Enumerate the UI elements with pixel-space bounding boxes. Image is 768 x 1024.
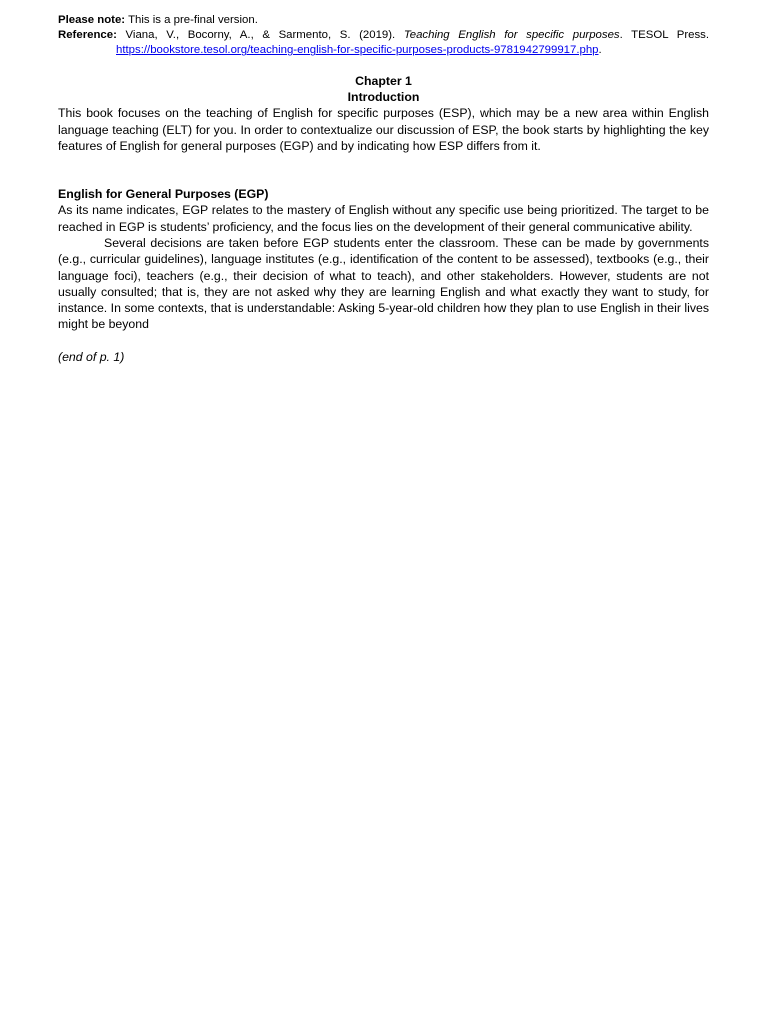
section-heading-egp: English for General Purposes (EGP) bbox=[58, 187, 269, 202]
chapter-number: Chapter 1 bbox=[355, 73, 412, 88]
pre-final-note bbox=[58, 13, 709, 28]
document-page bbox=[58, 13, 709, 365]
end-of-page-marker: (end of p. 1) bbox=[58, 349, 125, 364]
note-label: Please note: bbox=[58, 14, 126, 26]
egp-paragraph-1: As its name indicates, EGP relates to the mastery of English without any specific use being prioritized. The target to be reached in EGP is students’ proficiency, and the focus lies on the development of their general communicative ability. bbox=[58, 203, 709, 234]
reference-link[interactable]: https://bookstore.tesol.org/teaching-english-for-specific-purposes-products-9781942799917.php bbox=[116, 44, 599, 57]
egp-paragraph-2: Several decisions are taken before EGP students enter the classroom. These can be made by governments (e.g., curricular guidelines), language institutes (e.g., identification of the content to be assessed), textbooks (e.g., their language foci), teachers (e.g., their decision of what to teach), and other stakeholders. However, students are not usually consulted; that is, they are not asked why they are learning English and what exactly they want to study, for instance. In some contexts, that is understandable: Asking 5-year-old children how they plan to use English in their lives might be beyond bbox=[58, 235, 709, 332]
chapter-heading bbox=[58, 73, 709, 106]
reference-authors: Viana, V., Bocorny, A., & Sarmento, S. (2019). bbox=[125, 29, 396, 42]
reference-publisher: . TESOL Press. bbox=[619, 29, 710, 42]
note-text: This is a pre-final version. bbox=[128, 14, 258, 26]
reference-block bbox=[58, 28, 709, 58]
chapter-title: Introduction bbox=[347, 89, 420, 104]
reference-label: Reference: bbox=[58, 29, 117, 42]
reference-link-period: . bbox=[598, 44, 602, 57]
intro-paragraph: This book focuses on the teaching of English for specific purposes (ESP), which may be a new area within English language teaching (ELT) for you. In order to contextualize our discussion of ESP, the book starts by highlighting the key features of English for general purposes (EGP) and by indicating how ESP differs from it. bbox=[58, 106, 709, 153]
reference-title: Teaching English for specific purposes bbox=[403, 29, 620, 42]
